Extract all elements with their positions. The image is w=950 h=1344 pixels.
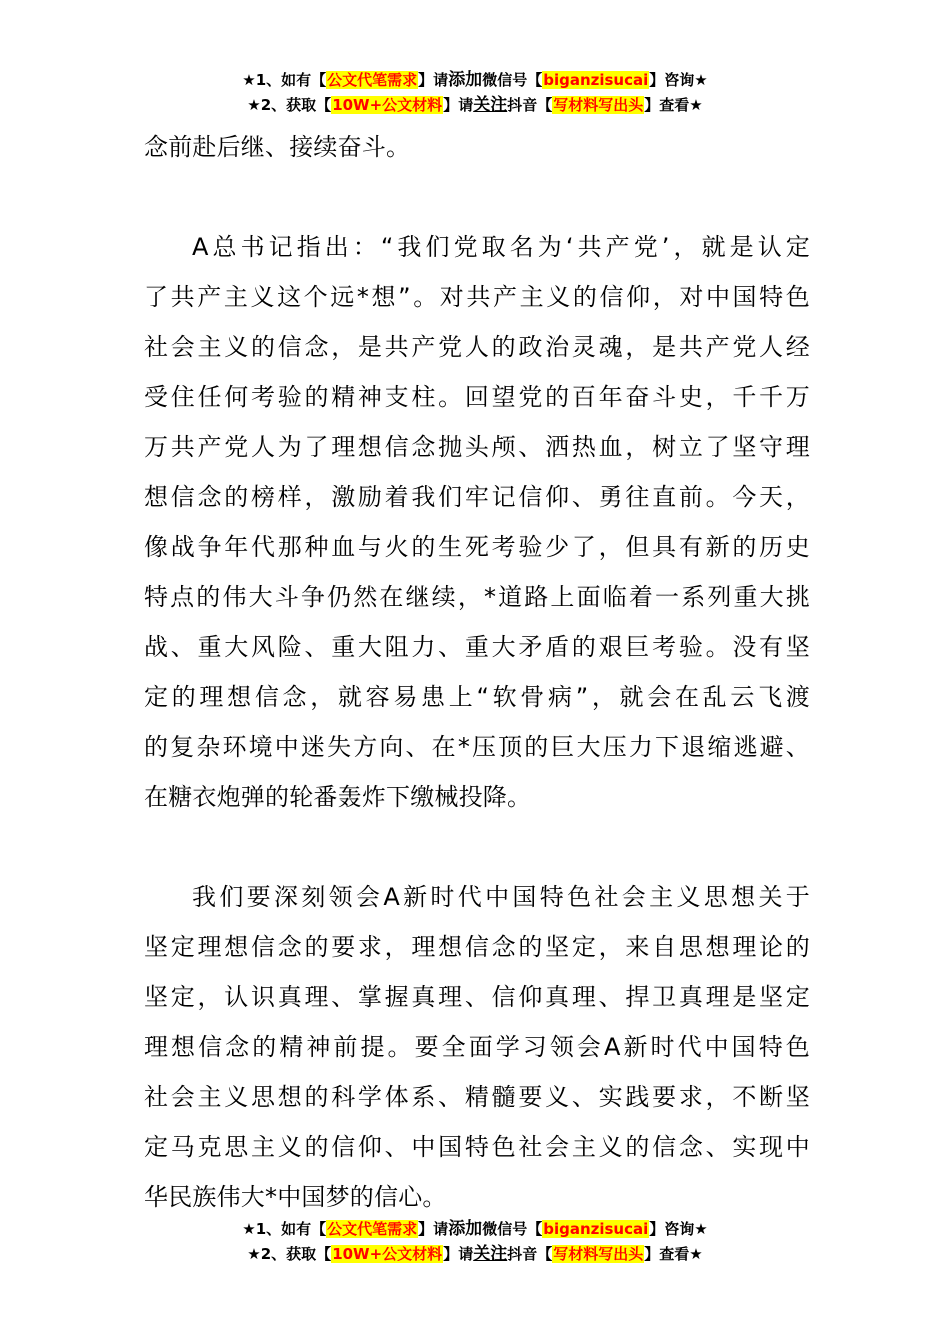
text-line: 社会主义的信念，是共产党人的政治灵魂，是共产党人经 <box>144 333 810 361</box>
text-line: 理想信念的精神前提。要全面学习领会A新时代中国特色 <box>144 1033 810 1061</box>
promo-highlight: 10W+公文材料 <box>332 1245 443 1263</box>
text-line: 像战争年代那种血与火的生死考验少了，但具有新的历史 <box>144 533 810 561</box>
text-line: 我们要深刻领会A新时代中国特色社会主义思想关于 <box>192 883 810 911</box>
promo-text: ★2、获取【 <box>247 96 332 114</box>
promo-emphasis: 添加 <box>448 70 483 90</box>
footer-promo-banner <box>0 1217 950 1267</box>
text-line: 的复杂环境中迷失方向、在*压顶的巨大压力下退缩逃避、 <box>144 733 810 761</box>
text-line: 坚定，认识真理、掌握真理、信仰真理、捍卫真理是坚定 <box>144 983 810 1011</box>
promo-highlight: biganzisucai <box>543 1220 649 1238</box>
promo-highlight: 公文代笔需求 <box>327 1220 418 1238</box>
promo-highlight: 10W+公文材料 <box>332 96 443 114</box>
text-line: 了共产主义这个远*想”。对共产主义的信仰，对中国特色 <box>144 283 810 311</box>
promo-emphasis: 关注 <box>473 95 508 115</box>
paragraph-gap <box>144 172 810 222</box>
promo-line-1 <box>0 68 950 93</box>
document-body <box>144 122 810 1222</box>
promo-line-1 <box>0 1217 950 1242</box>
text-line: 特点的伟大斗争仍然在继续，*道路上面临着一系列重大挑 <box>144 583 810 611</box>
text-line: 想信念的榜样，激励着我们牢记信仰、勇往直前。今天， <box>144 483 810 511</box>
text-line: 战、重大风险、重大阻力、重大矛盾的艰巨考验。没有坚 <box>144 633 810 661</box>
text-line: 社会主义思想的科学体系、精髓要义、实践要求，不断坚 <box>144 1083 810 1111</box>
text-line: A总书记指出：“我们党取名为‘共产党’，就是认定 <box>192 233 810 261</box>
text-line: 华民族伟大*中国梦的信心。 <box>144 1183 447 1211</box>
text-line: 定的理想信念，就容易患上“软骨病”，就会在乱云飞渡 <box>144 683 810 711</box>
promo-text: 抖音【 <box>507 1245 553 1263</box>
text-line: 念前赴后继、接续奋斗。 <box>144 133 411 161</box>
text-line: 万共产党人为了理想信念抛头颅、洒热血，树立了坚守理 <box>144 433 810 461</box>
promo-highlight: biganzisucai <box>543 71 649 89</box>
promo-text: 微信号【 <box>482 1220 543 1238</box>
promo-text: 】请 <box>418 1220 449 1238</box>
text-line: 坚定理想信念的要求，理想信念的坚定，来自思想理论的 <box>144 933 810 961</box>
promo-text: 】请 <box>443 96 474 114</box>
promo-text: ★2、获取【 <box>247 1245 332 1263</box>
promo-emphasis: 添加 <box>448 1219 483 1239</box>
paragraph-gap <box>144 822 810 872</box>
promo-text: 】咨询★ <box>649 71 708 89</box>
header-promo-banner <box>0 68 950 118</box>
text-line: 受住任何考验的精神支柱。回望党的百年奋斗史，千千万 <box>144 383 810 411</box>
promo-text: 微信号【 <box>482 71 543 89</box>
promo-text: 】咨询★ <box>649 1220 708 1238</box>
text-line: 在糖衣炮弹的轮番轰炸下缴械投降。 <box>144 783 532 811</box>
promo-highlight: 写材料写出头 <box>553 96 644 114</box>
promo-emphasis: 关注 <box>473 1244 508 1264</box>
promo-text: 】请 <box>418 71 449 89</box>
promo-text: 】查看★ <box>644 1245 703 1263</box>
promo-line-2 <box>0 1242 950 1267</box>
promo-text: 】请 <box>443 1245 474 1263</box>
promo-text: 】查看★ <box>644 96 703 114</box>
promo-line-2 <box>0 93 950 118</box>
promo-text: ★1、如有【 <box>242 71 327 89</box>
promo-highlight: 写材料写出头 <box>553 1245 644 1263</box>
promo-text: 抖音【 <box>507 96 553 114</box>
promo-highlight: 公文代笔需求 <box>327 71 418 89</box>
text-line: 定马克思主义的信仰、中国特色社会主义的信念、实现中 <box>144 1133 810 1161</box>
promo-text: ★1、如有【 <box>242 1220 327 1238</box>
